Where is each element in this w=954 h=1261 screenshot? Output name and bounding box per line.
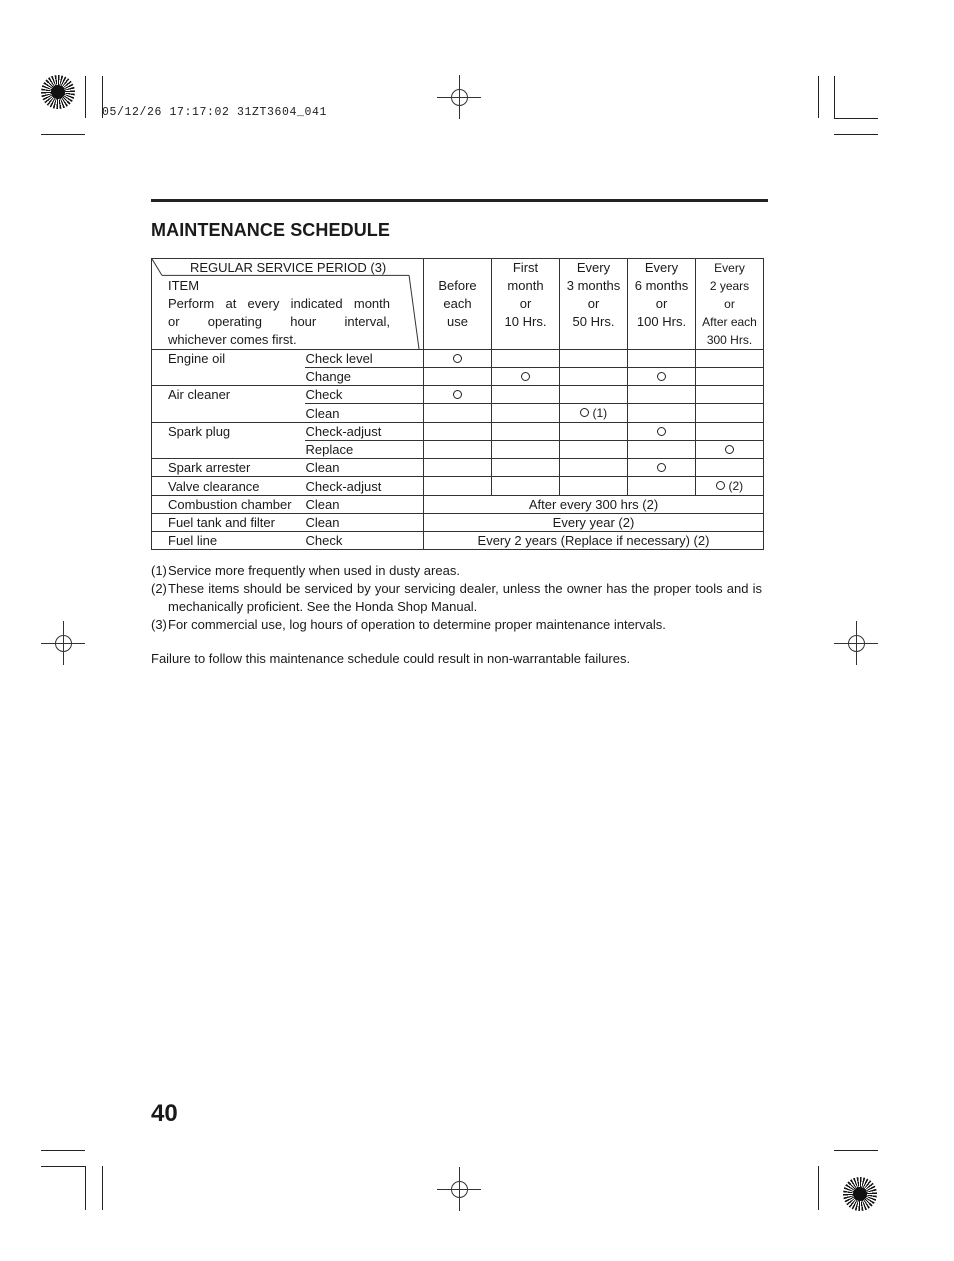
item-action: Check level	[305, 350, 424, 368]
crosshair-mark-icon	[834, 621, 878, 665]
table-row	[152, 459, 764, 477]
column-first-month: First month or 10 Hrs.	[492, 259, 560, 350]
table-header-row	[152, 259, 764, 350]
item-action: Check	[305, 532, 424, 550]
interval-span: Every 2 years (Replace if necessary) (2)	[424, 532, 764, 550]
item-action: Clean	[305, 459, 424, 477]
table-row	[152, 386, 764, 404]
item-name: Air cleaner	[152, 386, 305, 404]
circle-mark-icon	[453, 390, 462, 399]
circle-mark-icon	[453, 354, 462, 363]
item-action: Check-adjust	[305, 477, 424, 496]
item-name: Fuel line	[152, 532, 305, 550]
page-number: 40	[151, 1100, 178, 1127]
interval-span: After every 300 hrs (2)	[424, 496, 764, 514]
interval-span: Every year (2)	[424, 514, 764, 532]
item-name: Valve clearance	[152, 477, 305, 496]
maintenance-table	[151, 258, 764, 550]
circle-mark-icon	[657, 427, 666, 436]
circle-mark-icon	[725, 445, 734, 454]
circle-mark-icon	[521, 372, 530, 381]
crop-mark	[834, 76, 835, 118]
table-row	[152, 350, 764, 368]
item-name: Engine oil	[152, 350, 305, 368]
crop-mark	[85, 76, 86, 118]
crop-mark	[818, 1166, 819, 1210]
item-action: Replace	[305, 441, 424, 459]
item-name: Spark arrester	[152, 459, 305, 477]
item-name: Combustion chamber	[152, 496, 305, 514]
registration-mark-icon	[843, 1177, 877, 1211]
footnotes	[151, 562, 762, 634]
instruction-line-2: or operating hour interval,	[168, 314, 390, 329]
table-row	[152, 496, 764, 514]
instruction-line-1: Perform at every indicated month	[168, 296, 390, 311]
circle-mark-icon	[657, 463, 666, 472]
circle-mark-icon	[716, 481, 725, 490]
crop-mark	[102, 1166, 103, 1210]
item-name: Fuel tank and filter	[152, 514, 305, 532]
table-row	[152, 368, 764, 386]
crosshair-mark-icon	[41, 621, 85, 665]
crosshair-mark-icon	[437, 75, 481, 119]
period-label: REGULAR SERVICE PERIOD (3)	[190, 260, 387, 275]
item-action: Clean	[305, 514, 424, 532]
crop-mark	[41, 134, 85, 135]
warranty-warning: Failure to follow this maintenance schedule could result in non-warrantable failures.	[151, 651, 631, 666]
crop-mark	[41, 1166, 85, 1167]
table-row	[152, 532, 764, 550]
instruction-line-3: whichever comes first.	[168, 332, 297, 347]
circle-mark-icon	[657, 372, 666, 381]
crop-mark	[834, 134, 878, 135]
item-action: Change	[305, 368, 424, 386]
page-title: MAINTENANCE SCHEDULE	[151, 220, 391, 240]
column-before-each-use: Before each use	[424, 259, 492, 350]
item-action: Clean	[305, 496, 424, 514]
table-row	[152, 514, 764, 532]
footnote-1: (1) Service more frequently when used in dusty areas.	[151, 563, 460, 578]
mark-note: (2)	[728, 479, 744, 493]
crop-mark	[85, 1166, 86, 1210]
crosshair-mark-icon	[437, 1167, 481, 1211]
circle-mark-icon	[580, 408, 589, 417]
crop-mark	[834, 1150, 878, 1151]
print-stamp: 05/12/26 17:17:02 31ZT3604_041	[102, 106, 328, 119]
footnote-2: (2) These items should be serviced by your servicing dealer, unless the owner has the proper tools and is mechanically proficient. See the Honda Shop Manual.	[151, 581, 762, 614]
column-every-3-months: Every 3 months or 50 Hrs.	[560, 259, 628, 350]
footnote-3: (3) For commercial use, log hours of operation to determine proper maintenance intervals.	[151, 617, 666, 632]
mark-note: (1)	[592, 406, 608, 420]
crop-mark	[834, 118, 878, 119]
item-label: ITEM	[168, 278, 200, 293]
table-row	[152, 477, 764, 496]
table-row	[152, 404, 764, 423]
column-every-6-months: Every 6 months or 100 Hrs.	[628, 259, 696, 350]
table-row	[152, 441, 764, 459]
item-action: Check	[305, 386, 424, 404]
item-action: Clean	[305, 404, 424, 423]
registration-mark-icon	[41, 75, 75, 109]
table-row	[152, 423, 764, 441]
item-name: Spark plug	[152, 423, 305, 441]
crop-mark	[818, 76, 819, 118]
column-every-2-years: Every 2 years or After each 300 Hrs.	[696, 259, 764, 350]
section-rule	[151, 199, 768, 202]
crop-mark	[41, 1150, 85, 1151]
header-item-cell	[152, 259, 424, 350]
item-action: Check-adjust	[305, 423, 424, 441]
